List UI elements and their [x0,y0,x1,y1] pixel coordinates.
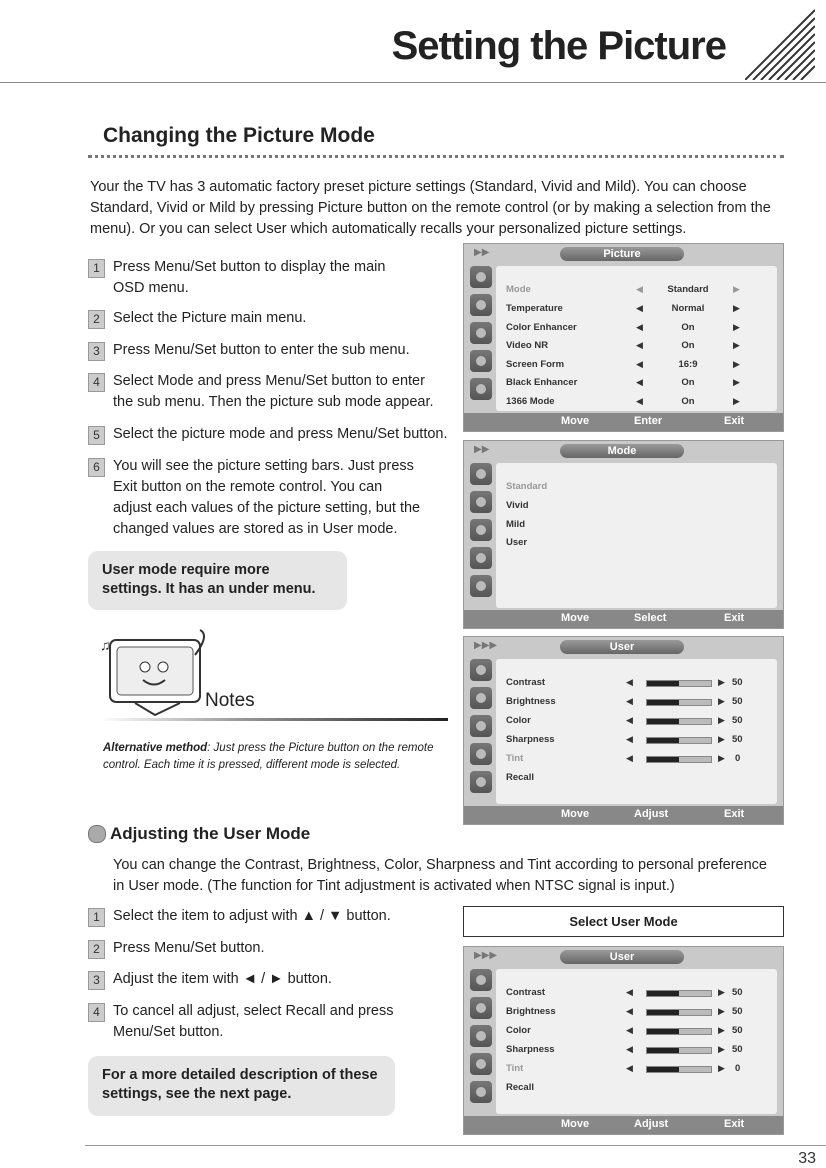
picture-icon [470,463,492,485]
sound-icon [470,687,492,709]
user-row-brightness-label[interactable]: Brightness [506,696,556,707]
user-row-color-value: 50 [732,1025,743,1036]
right-arrow-icon: ▶ [733,359,740,369]
setup-icon [470,715,492,737]
alternative-method-text: Alternative method: Just press the Picture button on the remote control. Each time it is pressed, different mode is selected. [103,742,434,771]
s2-step-2: 2 Press Menu/Set button. [88,938,448,959]
left-arrow-icon: ◀ [636,396,643,406]
left-arrow-icon: ◀ [636,377,643,387]
step-2: 2 Select the Picture main menu. [88,308,448,329]
left-arrow-icon: ◀ [626,677,633,687]
step-1: 1 Press Menu/Set button to display the main OSD menu. [88,257,448,299]
section-bullet-icon [88,825,106,843]
mode-option-standard[interactable]: Standard [506,481,548,492]
right-arrow-icon: ▶ [718,696,725,706]
user-row-contrast-label[interactable]: Contrast [506,987,546,998]
right-arrow-icon: ▶ [718,753,725,763]
user-row-sharpness-value: 50 [732,734,743,745]
page-title: Setting the Picture [391,24,726,68]
tv-mascot-illustration [95,625,285,720]
user-row-brightness-slider[interactable] [646,699,712,706]
user-row-color-label[interactable]: Color [506,1025,531,1036]
section-intro: Your the TV has 3 automatic factory preset picture settings (Standard, Vivid and Mild). You can choose Standard, Vivid or Mild by pressing Picture button on the remote control (or by making a selection from the menu). Or you can select User which automatically recalls your personalized picture settings. [90,179,771,237]
osd-side-icons [468,969,494,1109]
user-row-brightness-value: 50 [732,696,743,707]
mode-option-mild[interactable]: Mild [506,519,525,530]
footer-rule [85,1145,826,1146]
right-arrow-icon: ▶ [718,1025,725,1035]
user-row-sharpness-slider[interactable] [646,737,712,744]
picture-icon [470,266,492,288]
s2-step-4: 4 To cancel all adjust, select Recall and press Menu/Set button. [88,1001,448,1043]
select-user-mode-label: Select User Mode [463,906,784,937]
osd-arrows-icon: ▶▶▶ [474,640,498,651]
user-row-contrast-slider[interactable] [646,680,712,687]
osd-arrows-icon: ▶▶ [474,247,490,258]
row-mode-label[interactable]: Mode [506,284,531,295]
left-arrow-icon: ◀ [626,715,633,725]
user-row-tint-label[interactable]: Tint [506,1063,524,1074]
osd-nav-bar: Move Select Exit [464,610,783,628]
notes-rule [100,718,448,721]
left-arrow-icon: ◀ [626,1025,633,1035]
left-arrow-icon: ◀ [626,1006,633,1016]
left-arrow-icon: ◀ [626,734,633,744]
s2-step-3: 3 Adjust the item with ◄ / ► button. [88,969,448,990]
svg-text:♫: ♫ [100,637,111,653]
row-video-nr-label[interactable]: Video NR [506,340,549,351]
section2-intro: You can change the Contrast, Brightness, Color, Sharpness and Tint according to personal preference in User mode. (The function for Tint adjustment is activated when NTSC signal is input.) [113,857,767,894]
osd-tab-picture: Picture [560,247,684,261]
user-row-color-slider[interactable] [646,1028,712,1035]
input-icon [470,771,492,793]
user-row-tint-label[interactable]: Tint [506,753,524,764]
user-row-brightness-value: 50 [732,1006,743,1017]
left-arrow-icon: ◀ [626,987,633,997]
user-row-color-label[interactable]: Color [506,715,531,726]
row-color-enhancer-label[interactable]: Color Enhancer [506,322,577,333]
user-row-contrast-value: 50 [732,987,743,998]
setup-icon [470,1025,492,1047]
user-row-recall-label[interactable]: Recall [506,1082,534,1093]
left-arrow-icon: ◀ [636,340,643,350]
left-arrow-icon: ◀ [636,284,643,294]
detailed-description-note: For a more detailed description of these settings, see the next page. [88,1056,395,1116]
diagonal-stripes-decoration [745,6,815,80]
osd-tab-user: User [560,950,684,964]
move-hint: Move [561,415,590,427]
sound-icon [470,997,492,1019]
section-heading-user-mode: Adjusting the User Mode [110,824,311,843]
timer-icon [470,547,492,569]
user-row-sharpness-label[interactable]: Sharpness [506,734,555,745]
osd-side-icons [468,659,494,799]
picture-icon [470,659,492,681]
left-arrow-icon: ◀ [626,1063,633,1073]
user-row-sharpness-slider[interactable] [646,1047,712,1054]
right-arrow-icon: ▶ [718,734,725,744]
osd-mode-menu [463,440,784,629]
user-row-color-value: 50 [732,715,743,726]
step-4: 4 Select Mode and press Menu/Set button to enter the sub menu. Then the picture sub mode appear. [88,371,448,413]
osd-side-icons [468,266,494,406]
osd-arrows-icon: ▶▶ [474,444,490,455]
input-icon [470,378,492,400]
user-row-color-slider[interactable] [646,718,712,725]
right-arrow-icon: ▶ [718,715,725,725]
osd-nav-bar: Move Adjust Exit [464,1116,783,1134]
setup-icon [470,322,492,344]
right-arrow-icon: ▶ [718,1063,725,1073]
exit-hint: Exit [724,415,745,427]
picture-icon [470,969,492,991]
user-row-sharpness-label[interactable]: Sharpness [506,1044,555,1055]
sound-icon [470,491,492,513]
user-row-brightness-label[interactable]: Brightness [506,1006,556,1017]
row-black-enhancer-label[interactable]: Black Enhancer [506,377,578,388]
osd-arrows-icon: ▶▶▶ [474,950,498,961]
osd-tab-mode: Mode [560,444,684,458]
mode-option-vivid[interactable]: Vivid [506,500,529,511]
timer-icon [470,1053,492,1075]
s2-step-1: 1 Select the item to adjust with ▲ / ▼ button. [88,906,448,927]
left-arrow-icon: ◀ [636,303,643,313]
osd-side-icons [468,463,494,603]
input-icon [470,575,492,597]
left-arrow-icon: ◀ [626,1044,633,1054]
user-row-contrast-value: 50 [732,677,743,688]
enter-hint: Enter [634,415,663,427]
osd-picture-menu [463,243,784,432]
osd-user-menu [463,636,784,825]
header-rule [0,82,826,83]
user-row-tint-slider[interactable] [646,756,712,763]
right-arrow-icon: ▶ [733,322,740,332]
right-arrow-icon: ▶ [733,377,740,387]
user-row-tint-slider[interactable] [646,1066,712,1073]
row-1366-mode-label[interactable]: 1366 Mode [506,396,555,407]
user-mode-note: User mode require more settings. It has an under menu. [88,551,347,610]
osd-user-menu-2 [463,946,784,1135]
left-arrow-icon: ◀ [626,696,633,706]
step-5: 5 Select the picture mode and press Menu/Set button. [88,424,448,445]
user-row-contrast-label[interactable]: Contrast [506,677,546,688]
right-arrow-icon: ▶ [718,677,725,687]
left-arrow-icon: ◀ [636,322,643,332]
dotted-divider [88,155,784,158]
user-row-tint-value: 0 [735,1063,741,1074]
osd-user-panel [496,969,777,1114]
osd-mode-panel [496,463,777,608]
user-row-tint-value: 0 [735,753,741,764]
osd-tab-user: User [560,640,684,654]
user-row-brightness-slider[interactable] [646,1009,712,1016]
step-3: 3 Press Menu/Set button to enter the sub menu. [88,340,448,361]
right-arrow-icon: ▶ [718,1044,725,1054]
step-6: 6 You will see the picture setting bars. Just press Exit button on the remote control. You can adjust each values of the picture setting, but the changed values are stored as in User mode. [88,456,448,540]
user-row-recall-label[interactable]: Recall [506,772,534,783]
setup-icon [470,519,492,541]
osd-nav-bar [464,413,783,431]
osd-nav-bar: Move Adjust Exit [464,806,783,824]
notes-label: Notes [205,690,255,711]
sound-icon [470,294,492,316]
left-arrow-icon: ◀ [636,359,643,369]
left-arrow-icon: ◀ [626,753,633,763]
user-row-contrast-slider[interactable] [646,990,712,997]
osd-user-panel [496,659,777,804]
right-arrow-icon: ▶ [718,1006,725,1016]
user-row-sharpness-value: 50 [732,1044,743,1055]
row-screen-form-label[interactable]: Screen Form [506,359,565,370]
right-arrow-icon: ▶ [733,284,740,294]
timer-icon [470,350,492,372]
right-arrow-icon: ▶ [718,987,725,997]
timer-icon [470,743,492,765]
page-number: 33 [798,1150,816,1167]
right-arrow-icon: ▶ [733,340,740,350]
right-arrow-icon: ▶ [733,303,740,313]
right-arrow-icon: ▶ [733,396,740,406]
row-temperature-label[interactable]: Temperature [506,303,563,314]
section-heading-picture-mode: Changing the Picture Mode [103,124,375,147]
osd-picture-panel: Mode Temperature Color Enhancer Video NR Screen Form Black Enhancer 1366 Mode ◀ Standard ▶ ◀ Normal ▶ ◀ On ▶ ◀ On ▶ ◀ 16:9 ▶ ◀ On ▶ ◀ On ▶ [496,266,777,411]
mode-option-user[interactable]: User [506,537,528,548]
input-icon [470,1081,492,1103]
